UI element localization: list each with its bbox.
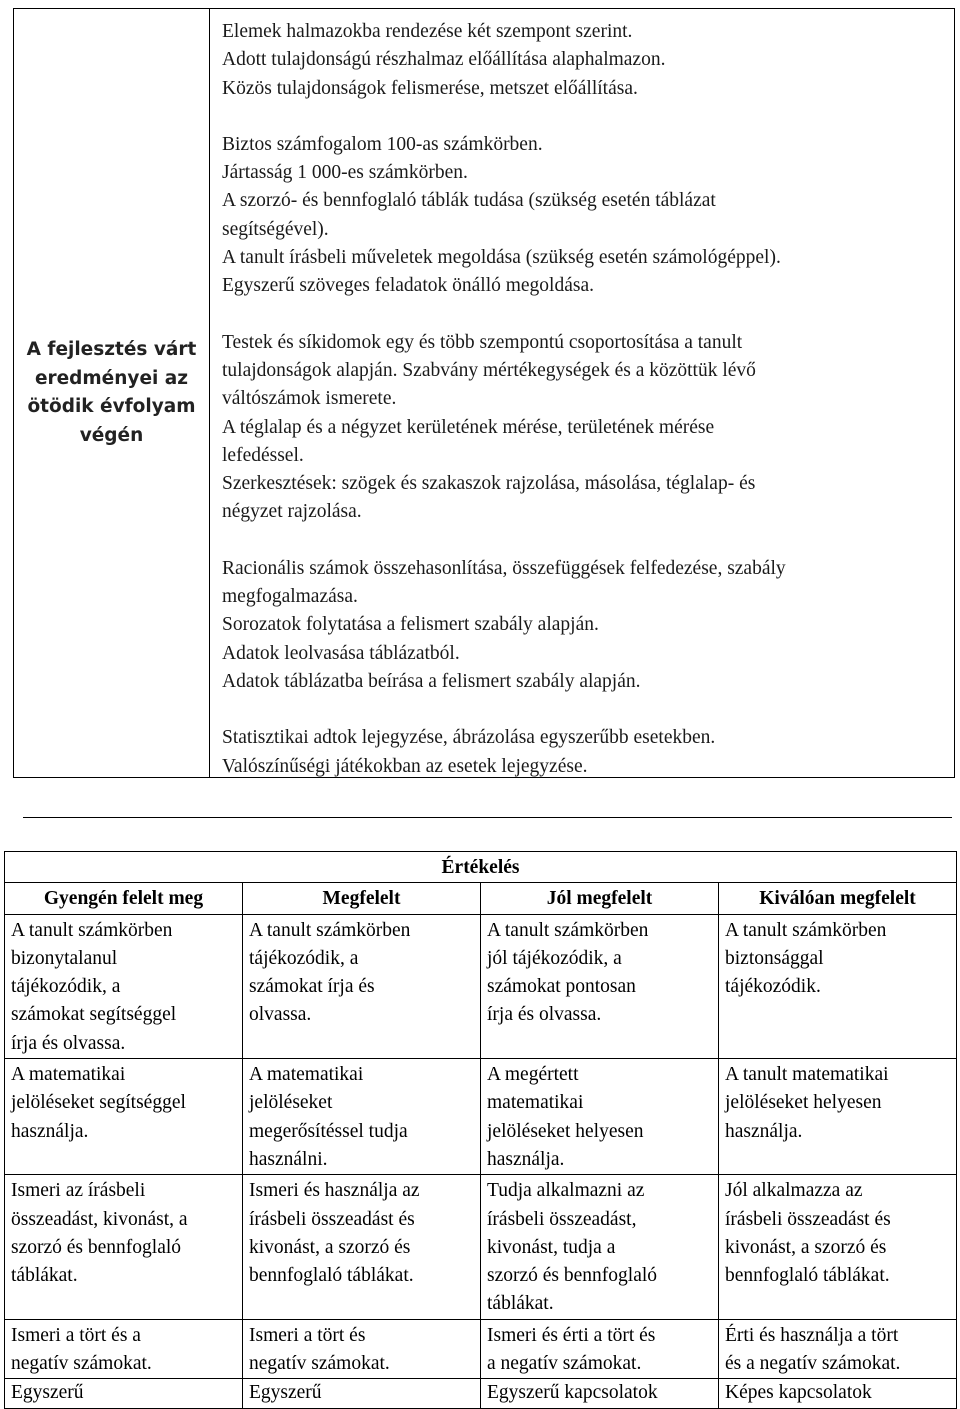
cell-line: Ismeri az írásbeli <box>11 1180 146 1202</box>
goals-line: Adatok leolvasása táblázatból. <box>222 642 460 664</box>
goals-group <box>222 329 952 527</box>
cell-line: A megértett <box>487 1064 579 1086</box>
evaluation-cell <box>719 914 957 1058</box>
header-cell: Kiválóan megfelelt <box>719 883 957 914</box>
cell-line: számokat segítséggel <box>11 1004 177 1026</box>
evaluation-row <box>5 1379 957 1408</box>
goals-line: váltószámok ismerete. <box>222 388 397 410</box>
evaluation-cell <box>243 1059 481 1175</box>
goals-label-line: ötödik évfolyam <box>27 396 196 417</box>
evaluation-row <box>5 1059 957 1175</box>
cell-line: használja. <box>487 1148 565 1170</box>
cell-line: Egyszerű <box>249 1382 322 1404</box>
separator-line <box>23 817 952 818</box>
evaluation-row <box>5 914 957 1058</box>
goals-line: A tanult írásbeli műveletek megoldása (szükség esetén számológéppel). <box>222 247 781 269</box>
cell-line: tájékozódik, a <box>11 976 121 998</box>
goals-line: Biztos számfogalom 100-as számkörben. <box>222 133 543 155</box>
goals-label <box>22 336 201 450</box>
goals-line: Elemek halmazokba rendezése két szempont szerint. <box>222 21 633 42</box>
header-cell: Gyengén felelt meg <box>5 883 243 914</box>
goals-label-line: eredményei az <box>34 367 189 389</box>
cell-line: jelöléseket segítséggel <box>11 1092 186 1114</box>
cell-line: A matematikai <box>11 1064 126 1086</box>
cell-line: Ismeri és érti a tört és <box>487 1324 656 1346</box>
cell-line: bennfoglaló táblákat. <box>249 1265 414 1287</box>
cell-line: írja és olvassa. <box>11 1032 126 1054</box>
goals-line: Valószínűségi játékokban az esetek lejegyzése. <box>222 755 588 777</box>
cell-line: használja. <box>725 1120 803 1142</box>
header-cell: Megfelelt <box>243 883 481 914</box>
goals-line: Közös tulajdonságok felismerése, metszet előállítása. <box>222 77 638 99</box>
evaluation-cell <box>243 1175 481 1319</box>
goals-line: Jártasság 1 000-es számkörben. <box>222 162 468 184</box>
cell-line: számokat pontosan <box>487 976 636 998</box>
goals-line: megfogalmazása. <box>222 586 358 608</box>
evaluation-cell <box>5 1175 243 1319</box>
evaluation-cell <box>5 1059 243 1175</box>
goals-label-cell <box>14 9 210 777</box>
evaluation-cell <box>481 1175 719 1319</box>
evaluation-row <box>5 1319 957 1379</box>
evaluation-title-row <box>5 852 957 883</box>
evaluation-cell <box>719 1175 957 1319</box>
cell-line: olvassa. <box>249 1004 312 1026</box>
goals-line: Racionális számok összehasonlítása, összefüggések felfedezése, szabály <box>222 557 786 579</box>
cell-line: Képes kapcsolatok <box>725 1382 872 1404</box>
cell-line: írásbeli összeadást és <box>249 1208 415 1230</box>
evaluation-cell <box>243 1319 481 1379</box>
goals-group <box>222 131 952 301</box>
evaluation-cell <box>481 1059 719 1175</box>
evaluation-row <box>5 1175 957 1319</box>
evaluation-cell <box>719 1379 957 1408</box>
goals-line: Adatok táblázatba beírása a felismert szabály alapján. <box>222 670 641 692</box>
cell-line: Ismeri és használja az <box>249 1180 420 1202</box>
evaluation-cell <box>481 1379 719 1408</box>
header-cell: Jól megfelelt <box>481 883 719 914</box>
cell-line: szorzó és bennfoglaló <box>487 1265 658 1287</box>
evaluation-cell <box>243 1379 481 1408</box>
evaluation-cell <box>719 1319 957 1379</box>
goals-line: Egyszerű szöveges feladatok önálló megoldása. <box>222 275 594 297</box>
cell-line: Egyszerű <box>11 1382 84 1404</box>
cell-line: összeadást, kivonást, a <box>11 1208 188 1230</box>
cell-line: megerősítéssel tudja <box>249 1120 408 1142</box>
cell-line: jól tájékozódik, a <box>487 947 622 969</box>
goals-line: lefedéssel. <box>222 444 304 466</box>
evaluation-cell <box>719 1059 957 1175</box>
evaluation-cell <box>5 1379 243 1408</box>
cell-line: szorzó és bennfoglaló <box>11 1236 182 1258</box>
cell-line: jelöléseket helyesen <box>725 1092 882 1114</box>
goals-line: Testek és síkidomok egy és több szempontú csoportosítása a tanult <box>222 331 743 353</box>
evaluation-cell <box>5 1319 243 1379</box>
cell-line: A tanult matematikai <box>725 1064 889 1086</box>
cell-line: A matematikai <box>249 1064 364 1086</box>
evaluation-header-row <box>5 883 957 914</box>
goals-line: tulajdonságok alapján. Szabvány mértékegységek és a közöttük lévő <box>222 359 756 381</box>
cell-line: Ismeri a tört és <box>249 1324 366 1346</box>
cell-line: Jól alkalmazza az <box>725 1180 863 1202</box>
goals-line: Adott tulajdonságú részhalmaz előállítása alaphalmazon. <box>222 49 666 71</box>
goals-line: A téglalap és a négyzet kerületének mérése, területének mérése <box>222 416 715 438</box>
cell-line: táblákat. <box>11 1265 78 1287</box>
evaluation-cell <box>481 1319 719 1379</box>
cell-line: írásbeli összeadást, <box>487 1208 637 1230</box>
cell-line: bizonytalanul <box>11 947 118 969</box>
goals-line: A szorzó- és bennfoglaló táblák tudása (szükség esetén táblázat <box>222 190 716 212</box>
cell-line: bennfoglaló táblákat. <box>725 1265 890 1287</box>
cell-line: táblákat. <box>487 1293 554 1315</box>
cell-line: A tanult számkörben <box>725 919 887 941</box>
cell-line: biztonsággal <box>725 947 824 969</box>
cell-line: és a negatív számokat. <box>725 1353 901 1375</box>
cell-line: negatív számokat. <box>11 1353 152 1375</box>
goals-line: Sorozatok folytatása a felismert szabály alapján. <box>222 614 599 636</box>
cell-line: Egyszerű kapcsolatok <box>487 1382 658 1404</box>
cell-line: Érti és használja a tört <box>725 1324 899 1346</box>
evaluation-cell <box>5 914 243 1058</box>
goals-label-line: A fejlesztés várt <box>26 339 197 360</box>
cell-line: számokat írja és <box>249 976 375 998</box>
cell-line: tájékozódik, a <box>249 947 359 969</box>
cell-line: jelöléseket helyesen <box>487 1120 644 1142</box>
cell-line: használni. <box>249 1148 328 1170</box>
cell-line: negatív számokat. <box>249 1353 390 1375</box>
cell-line: tájékozódik. <box>725 976 821 998</box>
cell-line: írásbeli összeadást és <box>725 1208 891 1230</box>
cell-line: kivonást, a szorzó és <box>725 1236 887 1258</box>
cell-line: A tanult számkörben <box>249 919 411 941</box>
goals-line: Statisztikai adtok lejegyzése, ábrázolása egyszerűbb esetekben. <box>222 727 716 749</box>
goals-label-line: végén <box>79 424 144 446</box>
evaluation-cell <box>481 914 719 1058</box>
cell-line: kivonást, a szorzó és <box>249 1236 411 1258</box>
goals-line: négyzet rajzolása. <box>222 501 362 523</box>
cell-line: írja és olvassa. <box>487 1004 602 1026</box>
cell-line: kivonást, tudja a <box>487 1236 616 1258</box>
cell-line: a negatív számokat. <box>487 1353 642 1375</box>
cell-line: Tudja alkalmazni az <box>487 1180 645 1202</box>
cell-line: A tanult számkörben <box>11 919 173 941</box>
goals-group <box>222 555 952 696</box>
evaluation-cell <box>243 914 481 1058</box>
goals-group <box>222 18 952 103</box>
goals-line: Szerkesztések: szögek és szakaszok rajzolása, másolása, téglalap- és <box>222 473 756 495</box>
goals-content <box>222 18 952 781</box>
evaluation-table <box>4 851 957 1409</box>
evaluation-title: Értékelés <box>5 852 957 883</box>
cell-line: jelöléseket <box>249 1092 333 1114</box>
cell-line: Ismeri a tört és a <box>11 1324 141 1346</box>
cell-line: használja. <box>11 1120 89 1142</box>
goals-table <box>13 8 955 778</box>
goals-line: segítségével). <box>222 218 329 240</box>
cell-line: matematikai <box>487 1092 584 1114</box>
cell-line: A tanult számkörben <box>487 919 649 941</box>
goals-group <box>222 724 952 781</box>
